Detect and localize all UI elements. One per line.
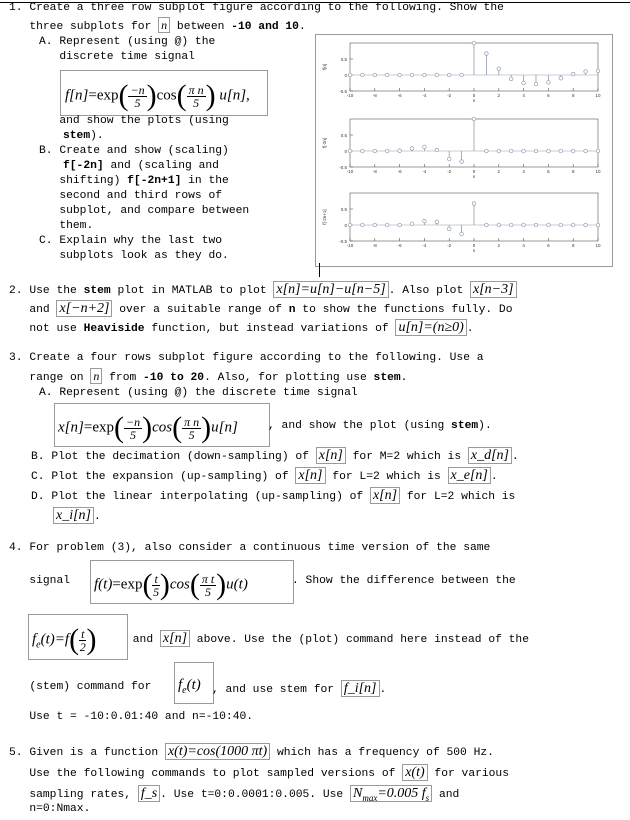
subplot-2-xtick-label: 4 xyxy=(522,169,525,174)
subplot-2-ytick-label: 0.5 xyxy=(340,133,347,138)
subplot-3-stem-marker xyxy=(596,223,600,227)
subplot-3-stem-marker xyxy=(534,223,538,227)
subplot-1-xtick-label: 0 xyxy=(472,93,476,98)
problem-2-line-2: and x[−n+2] over a suitable range of n to show the functions fully. Do xyxy=(9,301,513,316)
subplot-3-stem-marker xyxy=(472,202,476,206)
problem-5-line-3: sampling rates, f_s . Use t=0:0.0001:0.005. Use $N_{max}=0.005$ $f_s$ and xyxy=(9,786,460,803)
subplot-3-stem-marker xyxy=(348,223,352,227)
subplot-3-xtick-label: 4 xyxy=(522,243,525,248)
problem-1a-line-3: and show the plots (using xyxy=(39,115,229,127)
subplot-3-xtick-label: 2 xyxy=(497,243,501,248)
subplot-3-stem-marker xyxy=(584,223,588,227)
subplot-2-ytick-label: 0 xyxy=(344,149,347,154)
problem-1c-line-2: subplots look as they do. xyxy=(39,250,229,262)
subplot-1-xtick-label: -4 xyxy=(422,93,427,98)
problem-3-line-2: range on n from -10 to 20. Also, for plotting use stem. xyxy=(9,369,408,384)
subplot-2-stem-marker xyxy=(534,149,538,153)
problem-3a-line-2: , and show the plot (using stem). xyxy=(268,420,492,432)
problem-3b-line: B. Plot the decimation (down-sampling) of x[n] for M=2 which is x_d[n] . xyxy=(31,448,519,463)
subplot-2-stem-marker xyxy=(447,157,451,161)
stem-plot-figure xyxy=(315,34,613,267)
subplot-2-xtick-label: 6 xyxy=(547,169,550,174)
subplot-2-stem-marker xyxy=(373,149,377,153)
subplot-2-stem-marker xyxy=(497,149,501,153)
problem-1b-line-2: f[-2n] and (scaling and xyxy=(63,160,219,172)
subplot-3-stem-marker xyxy=(509,223,513,227)
subplot-1-stem-marker xyxy=(497,67,501,71)
subplot-1-stem-marker xyxy=(571,72,575,76)
subplot-1-xtick-label: -6 xyxy=(397,93,402,98)
problem-1a-line-2: discrete time signal xyxy=(39,51,195,63)
subplot-2-stem-marker xyxy=(485,149,489,153)
subplot-2-stem-marker xyxy=(398,149,402,153)
subplot-1-xtick-label: 4 xyxy=(522,93,525,98)
subplot-2-stem-marker xyxy=(410,147,414,151)
subplot-2-stem-marker xyxy=(571,149,575,153)
subplot-1-ylabel: f[n] xyxy=(322,63,327,71)
subplot-2-xtick-label: -10 xyxy=(346,169,354,174)
problem-5-line-2: Use the following commands to plot sampled versions of x(t) for various xyxy=(9,765,509,780)
subplot-2-stem-marker xyxy=(522,149,526,153)
subplot-3-xtick-label: 10 xyxy=(595,243,601,248)
problem-5-line-4: n=0:Nmax. xyxy=(9,803,91,815)
subplot-3-stem-marker xyxy=(447,227,451,231)
subplot-1-stem-marker xyxy=(509,77,513,81)
problem-4-signal-label: signal xyxy=(9,575,77,587)
subplot-3-xtick-label: -6 xyxy=(397,243,402,248)
subplot-3-stem-marker xyxy=(373,223,377,227)
subplot-3-stem-marker xyxy=(571,223,575,227)
subplot-1-xtick-label: 2 xyxy=(497,93,501,98)
problem-3a-line-1: A. Represent (using @) the discrete time signal xyxy=(39,387,358,399)
subplot-1-stem-marker xyxy=(435,73,439,77)
subplot-3-stem-marker xyxy=(559,223,563,227)
subplot-2-xtick-label: 8 xyxy=(571,169,575,174)
subplot-1-stem-marker xyxy=(361,73,365,77)
subplot-3-stem-marker xyxy=(398,223,402,227)
problem-3-line-1: 3. Create a four rows subplot figure according to the following. Use a xyxy=(9,352,484,364)
subplot-1-xlabel: n xyxy=(472,98,476,103)
subplot-3-ytick-label: 0 xyxy=(344,223,347,228)
subplot-2-stem-marker xyxy=(435,148,439,152)
subplot-1-stem-marker xyxy=(472,41,476,45)
subplot-1-stem-marker xyxy=(373,73,377,77)
equation-x-n: x[n]=exp( $\frac{-n}{5}$ )cos( $\frac{\text{π n}}{5}$ )u[n] xyxy=(54,403,270,447)
subplot-1-xtick-label: -10 xyxy=(346,93,354,98)
problem-1-line-2: three subplots for n between -10 and 10. xyxy=(9,18,306,33)
problem-4-line-4a: (stem) command for xyxy=(9,681,159,693)
subplot-1-stem-marker xyxy=(385,73,389,77)
subplot-1-stem-marker xyxy=(348,73,352,77)
subplot-3-stem-marker xyxy=(361,223,365,227)
subplot-1-stem-marker xyxy=(423,73,427,77)
subplot-2-xtick-label: -8 xyxy=(372,169,377,174)
subplot-2-stem-marker xyxy=(385,149,389,153)
subplot-1-ytick-label: -0.5 xyxy=(339,89,347,94)
subplot-1-xtick-label: -8 xyxy=(372,93,377,98)
subplot-3-stem-marker xyxy=(385,223,389,227)
subplot-2-xtick-label: 0 xyxy=(472,169,476,174)
subplot-3-stem-marker xyxy=(547,223,551,227)
subplot-2-stem-marker xyxy=(596,149,600,153)
subplot-3-xtick-label: -2 xyxy=(447,243,452,248)
problem-4-line-3: and x[n] above. Use the (plot) command here instead of the xyxy=(126,631,529,646)
subplot-1-stem-marker xyxy=(522,81,526,85)
problem-1a-line-1: A. Represent (using @) the xyxy=(39,36,216,48)
subplot-1-stem-marker xyxy=(485,52,489,56)
problem-1b-line-5: subplot, and compare between xyxy=(39,205,250,217)
equation-f-n: f[n]=exp( $\frac{-n}{5}$ )cos( $\frac{\text{π n}}{5}$ ) u[n], xyxy=(60,70,268,116)
equation-fe-t-2: $f_e(t)$ xyxy=(174,662,214,704)
subplot-1-stem-marker xyxy=(534,82,538,86)
problem-1b-line-3: shifting) f[-2n+1] in the xyxy=(39,175,229,187)
problem-1b-line-1: B. Create and show (scaling) xyxy=(39,145,229,157)
subplot-1-stem-marker xyxy=(460,73,464,77)
subplot-1-stem-marker xyxy=(559,76,563,80)
problem-4-line-4b: , and use stem for f_i[n] . xyxy=(212,681,387,696)
subplot-2-ylabel: f[-2n] xyxy=(322,137,327,149)
subplot-2-stem-marker xyxy=(460,160,464,164)
subplot-2-xtick-label: -4 xyxy=(422,169,427,174)
equation-f-t: f(t)=exp( $\frac{t}{5}$ )cos( $\frac{\text{π t}}{5}$ )u(t) xyxy=(90,560,294,604)
subplot-2-stem-marker xyxy=(509,149,513,153)
subplot-2-xtick-label: -6 xyxy=(397,169,402,174)
problem-1a-line-4: stem). xyxy=(63,130,104,142)
subplot-3-xtick-label: -8 xyxy=(372,243,377,248)
subplot-2-stem-marker xyxy=(547,149,551,153)
subplot-1-xtick-label: -2 xyxy=(447,93,452,98)
subplot-1-stem-marker xyxy=(410,73,414,77)
problem-2-line-3: not use Heaviside function, but instead variations of u[n]=(n≥0) . xyxy=(9,320,474,335)
subplot-3-ytick-label: -0.5 xyxy=(339,239,347,244)
subplot-1-stem-marker xyxy=(447,73,451,77)
subplot-1-stem-marker xyxy=(584,70,588,74)
subplot-3-stem-marker xyxy=(435,220,439,224)
subplot-1-xtick-label: 10 xyxy=(595,93,601,98)
subplot-3-xtick-label: 6 xyxy=(547,243,550,248)
subplot-1-ytick-label: 0.5 xyxy=(340,57,347,62)
problem-2-line-1: 2. Use the stem plot in MATLAB to plot x[n]=u[n]−u[n−5] . Also plot x[n−3] xyxy=(9,282,517,298)
problem-5-line-1: 5. Given is a function x(t)=cos(1000 πt) which has a frequency of 500 Hz. xyxy=(9,744,494,759)
subplot-2-stem-marker xyxy=(559,149,563,153)
subplot-3-xtick-label: -4 xyxy=(422,243,427,248)
stem-plot-svg xyxy=(316,35,612,266)
problem-4-line-1: 4. For problem (3), also consider a continuous time version of the same xyxy=(9,542,491,554)
subplot-2-stem-marker xyxy=(361,149,365,153)
problem-1c-line-1: C. Explain why the last two xyxy=(39,235,223,247)
subplot-3-stem-marker xyxy=(522,223,526,227)
text-cursor xyxy=(319,263,320,277)
subplot-3-xtick-label: 8 xyxy=(571,243,575,248)
problem-3c-line: C. Plot the expansion (up-sampling) of x[n] for L=2 which is x_e[n] . xyxy=(31,468,498,483)
subplot-3-xtick-label: 0 xyxy=(472,243,476,248)
subplot-3-ytick-label: 0.5 xyxy=(340,207,347,212)
subplot-3-ylabel: f[-2n+1] xyxy=(322,209,327,225)
subplot-2-xtick-label: 2 xyxy=(497,169,501,174)
problem-1b-line-4: second and third rows of xyxy=(39,190,223,202)
subplot-3-stem-marker xyxy=(410,222,414,226)
subplot-2-xtick-label: 10 xyxy=(595,169,601,174)
problem-3d-line-2: x_i[n] . xyxy=(53,508,101,524)
problem-3d-line-1: D. Plot the linear interpolating (up-sampling) of x[n] for L=2 which is xyxy=(31,488,516,503)
subplot-2-ytick-label: -0.5 xyxy=(339,165,347,170)
problem-4-line-5: Use t = -10:0.01:40 and n=-10:40. xyxy=(9,711,254,723)
subplot-3-stem-marker xyxy=(460,232,464,236)
subplot-2-xlabel: n xyxy=(472,174,476,179)
subplot-1-stem-marker xyxy=(596,69,600,73)
subplot-3-stem-marker xyxy=(423,219,427,223)
subplot-2-stem-marker xyxy=(348,149,352,153)
subplot-2-stem-marker xyxy=(423,145,427,149)
subplot-3-xlabel: n xyxy=(472,248,476,253)
subplot-1-stem-marker xyxy=(398,73,402,77)
subplot-2-xtick-label: -2 xyxy=(447,169,452,174)
subplot-1-stem-marker xyxy=(547,81,551,85)
equation-fe-t: $f_e(t)=f$( $\frac{t}{2}$ ) xyxy=(28,614,128,660)
problem-4-line-2: . Show the difference between the xyxy=(292,575,516,587)
subplot-3-stem-marker xyxy=(485,223,489,227)
problem-1-line-1: 1. Create a three row subplot figure according to the following. Show the xyxy=(9,2,504,14)
subplot-2-stem-marker xyxy=(472,117,476,121)
subplot-2-stem-marker xyxy=(584,149,588,153)
subplot-1-ytick-label: 0 xyxy=(344,73,347,78)
subplot-1-xtick-label: 6 xyxy=(547,93,550,98)
subplot-1-xtick-label: 8 xyxy=(571,93,575,98)
subplot-3-xtick-label: -10 xyxy=(346,243,354,248)
problem-1b-line-6: them. xyxy=(39,220,94,232)
subplot-3-stem-marker xyxy=(497,223,501,227)
